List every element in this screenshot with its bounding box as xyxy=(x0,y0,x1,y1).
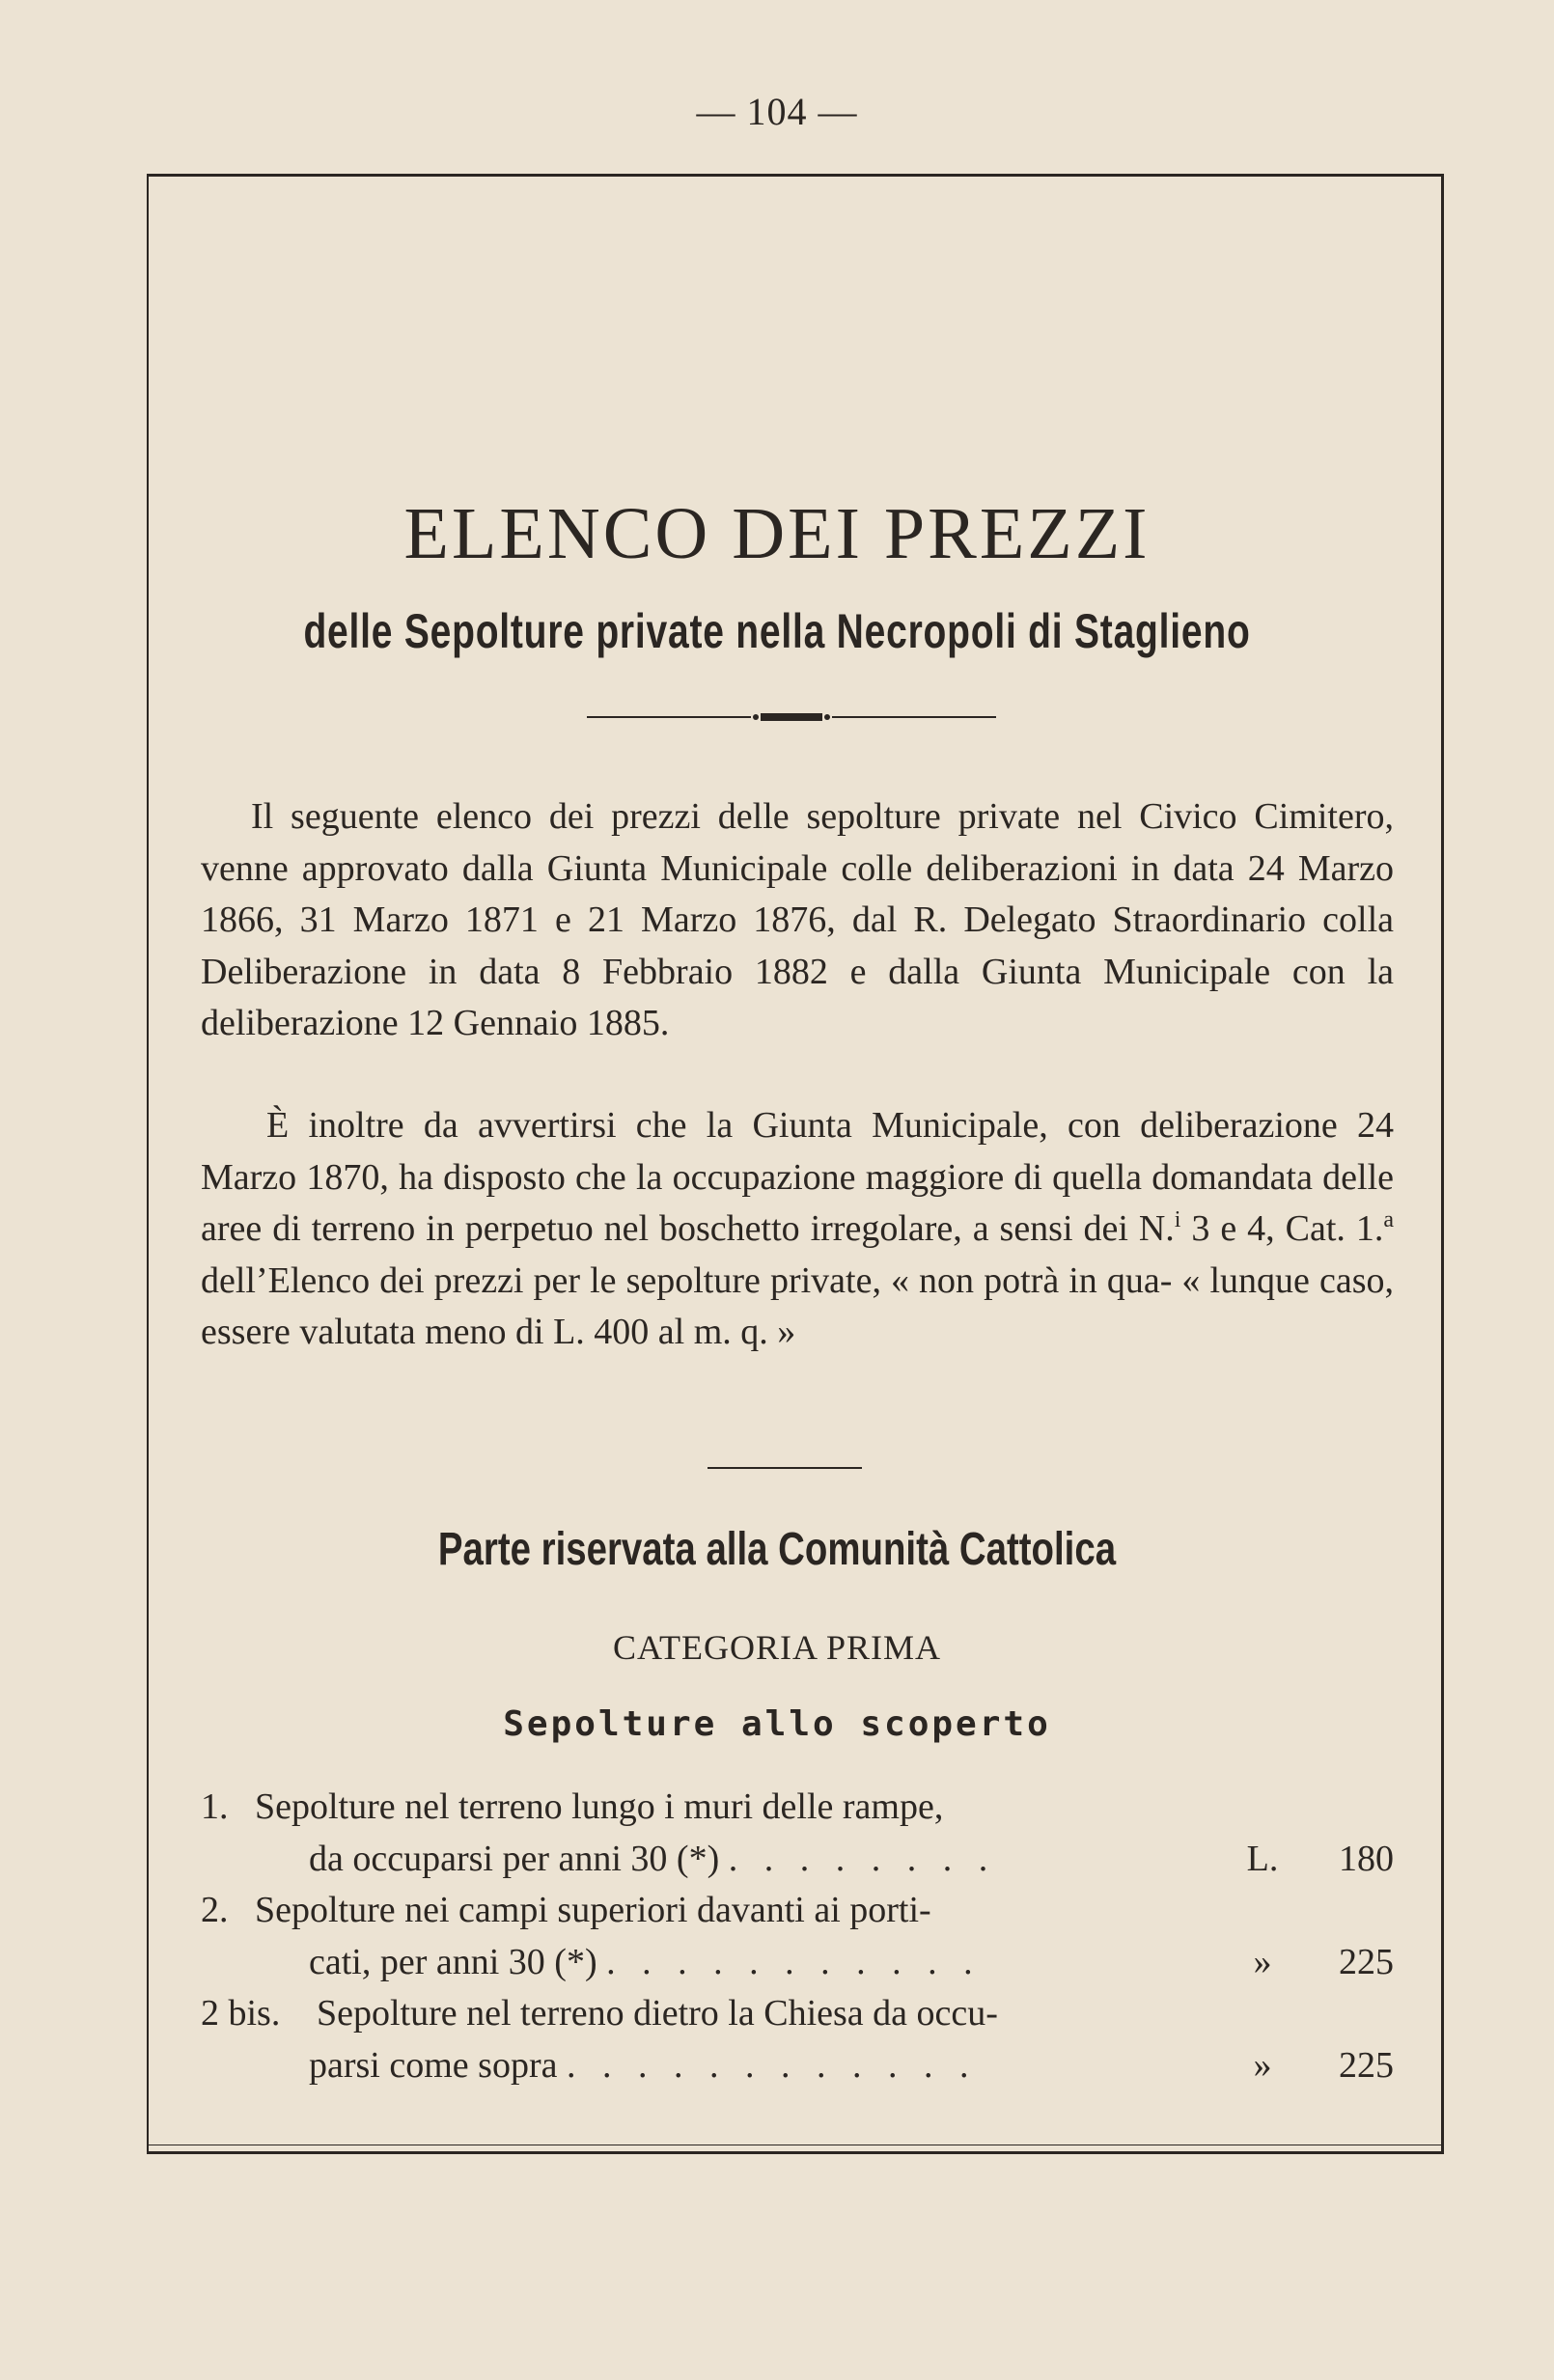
price-list-item xyxy=(201,1782,1394,1885)
price-item-line-1 xyxy=(201,1988,1394,2040)
price-list-item xyxy=(201,1988,1394,2091)
price-item-description-cont: da occuparsi per anni 30 (*) xyxy=(309,1838,720,1879)
price-item-amount: 225 xyxy=(1339,1941,1394,1982)
price-item-description: Sepolture nei campi superiori davanti ai porti- xyxy=(255,1890,931,1930)
price-item-number: 2 bis. xyxy=(201,1993,281,2034)
price-item-currency: L. xyxy=(1246,1838,1279,1879)
title-ornament xyxy=(587,711,996,723)
price-item-description-cont: cati, per anni 30 (*) xyxy=(309,1941,597,1982)
superscript-i: i xyxy=(1174,1207,1181,1232)
price-item-amount: 180 xyxy=(1339,1838,1394,1879)
section-heading: Parte riservata alla Comunità Cattolica xyxy=(437,1524,1117,1575)
intro-paragraph-2-text-b: 3 e 4, Cat. 1. xyxy=(1180,1208,1384,1249)
price-item-description-cont: parsi come sopra xyxy=(309,2044,558,2086)
price-item-line-2 xyxy=(201,2040,1394,2092)
page-subtitle: delle Sepolture private nella Necropoli di Staglieno xyxy=(303,604,1251,658)
section-divider xyxy=(708,1467,862,1469)
price-list-item xyxy=(201,1885,1394,1988)
price-item-currency: » xyxy=(1253,2044,1272,2086)
category-subtitle: Sepolture allo scoperto xyxy=(503,1704,1051,1744)
intro-paragraph-1: Il seguente elenco dei prezzi delle sepolture private nel Civico Cimitero, venne approvato dalla Giunta Municipale colle deliberazioni in data 24 Marzo 1866, 31 Marzo 1871 e 21 Marzo 1876, dal R. Delegato Straordinario colla Deliberazione in data 8 Febbraio 1882 e dalla Giunta Municipale con la deliberazione 12 Gennaio 1885. xyxy=(201,796,1394,1043)
superscript-a: a xyxy=(1383,1207,1394,1232)
page-number: — 104 — xyxy=(696,90,858,133)
page-title: ELENCO DEI PREZZI xyxy=(403,493,1151,574)
price-item-amount: 225 xyxy=(1339,2044,1394,2086)
category-title: CATEGORIA PRIMA xyxy=(612,1628,942,1667)
price-item-number: 1. xyxy=(201,1786,229,1827)
price-item-leader-dots: . . . . . . . . . . . xyxy=(606,1941,982,1982)
price-item-description: Sepolture nel terreno dietro la Chiesa da occu- xyxy=(317,1993,998,2034)
price-item-line-2 xyxy=(201,1834,1394,1886)
price-item-description: Sepolture nel terreno lungo i muri delle rampe, xyxy=(255,1786,944,1827)
price-item-line-2 xyxy=(201,1937,1394,1989)
price-list xyxy=(201,1782,1394,2091)
price-item-leader-dots: . . . . . . . . xyxy=(728,1838,997,1879)
price-item-number: 2. xyxy=(201,1890,229,1930)
price-item-currency: » xyxy=(1253,1941,1272,1982)
intro-paragraph-2-text-a: È inoltre da avvertirsi che la Giunta Municipale, con deliberazione 24 Marzo 1870, ha disposto che la occupazione maggiore di quella domandata delle aree di terreno in perpetuo nel boschetto irregolare, a sensi dei N. xyxy=(201,1105,1394,1249)
price-item-line-1 xyxy=(201,1885,1394,1937)
intro-paragraph-2-text-c: dell’Elenco dei prezzi per le sepolture private, « non potrà in qua- « lunque caso, essere valutata meno di L. 400 al m. q. » xyxy=(201,1259,1394,1352)
price-item-leader-dots: . . . . . . . . . . . . xyxy=(566,2044,978,2086)
price-item-line-1 xyxy=(201,1782,1394,1834)
intro-paragraph-2 xyxy=(201,1100,1394,1359)
